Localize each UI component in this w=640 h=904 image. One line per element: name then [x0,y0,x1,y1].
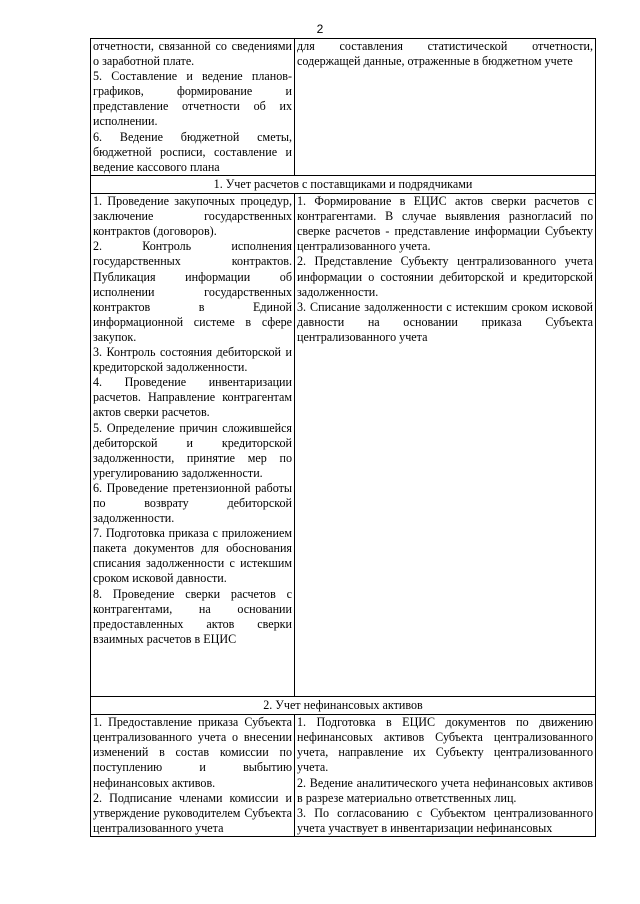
responsibilities-table [90,38,596,837]
paragraph: для составления статистической отчетности, содержащей данные, отраженные в бюджетном учете [297,39,593,69]
paragraph: 6. Ведение бюджетной сметы, бюджетной росписи, составление и ведение кассового плана [93,129,292,174]
section-header-row [91,697,596,715]
table-cell-left [91,194,295,697]
paragraph: 3. Контроль состояния дебиторской и кредиторской задолженности. [93,345,292,375]
section-header-row [91,176,596,194]
paragraph: 6. Проведение претензионной работы по возврату дебиторской задолженности. [93,480,292,526]
table-row [91,194,596,697]
table-cell-left [91,715,295,837]
table-cell-right [295,39,596,176]
table-row [91,39,596,176]
page-number: 2 [316,22,324,36]
paragraph: 1. Формирование в ЕЦИС актов сверки расчетов с контрагентами. В случае выявления разногласий по сверке расчетов - представление информации Субъекту централизованного учета. [297,194,593,254]
paragraph: 5. Составление и ведение планов-графиков, формирование и представление отчетности об их исполнении. [93,69,292,129]
table-cell-right [295,194,596,697]
section-title: 1. Учет расчетов с поставщиками и подрядчиками [91,176,596,194]
paragraph: 2. Контроль исполнения государственных контрактов. Публикация информации об исполнении государственных контрактов в Единой информационной системе в сфере закупок. [93,239,292,344]
table-row [91,715,596,837]
paragraph: 3. Списание задолженности с истекшим сроком исковой давности на основании приказа Субъекта централизованного учета [297,299,593,344]
paragraph: отчетности, связанной со сведениями о заработной плате. [93,39,292,69]
paragraph: 5. Определение причин сложившейся дебиторской и кредиторской задолженности, принятие мер по урегулированию задолженности. [93,420,292,480]
paragraph: 4. Проведение инвентаризации расчетов. Направление контрагентам актов сверки расчетов. [93,375,292,420]
paragraph: 2. Представление Субъекту централизованного учета информации о состоянии дебиторской и кредиторской задолженности. [297,254,593,299]
paragraph: 2. Ведение аналитического учета нефинансовых активов в разрезе материально ответственных лиц. [297,775,593,805]
paragraph: 3. По согласованию с Субъектом централизованного учета участвует в инвентаризации нефинансовых [297,805,593,835]
paragraph: 1. Подготовка в ЕЦИС документов по движению нефинансовых активов Субъекта централизованного учета, направление их Субъекту централизованного учета. [297,715,593,775]
paragraph: 1. Предоставление приказа Субъекта централизованного учета о внесении изменений в состав комиссии по поступлению и выбытию нефинансовых активов. [93,715,292,790]
table-cell-left [91,39,295,176]
paragraph: 7. Подготовка приказа с приложением пакета документов для обоснования списания задолженности с истекшим сроком исковой давности. [93,526,292,586]
section-title: 2. Учет нефинансовых активов [91,697,596,715]
paragraph: 2. Подписание членами комиссии и утверждение руководителем Субъекта централизованного учета [93,790,292,835]
paragraph: 8. Проведение сверки расчетов с контрагентами, на основании предоставленных актов сверки взаимных расчетов в ЕЦИС [93,586,292,646]
table-cell-right [295,715,596,837]
paragraph: 1. Проведение закупочных процедур, заключение государственных контрактов (договоров). [93,194,292,239]
